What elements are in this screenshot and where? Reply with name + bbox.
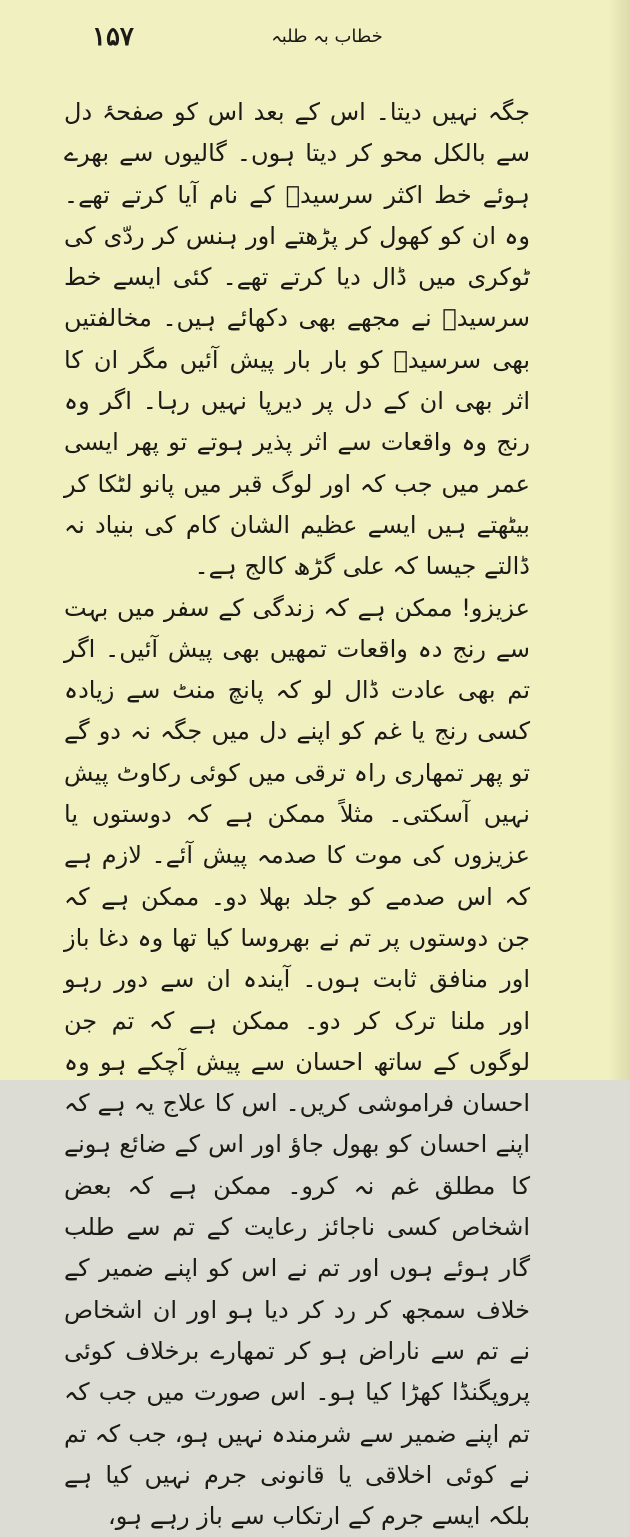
paragraph: جگہ نہیں دیتا۔ اس کے بعد اس کو صفحۂ دل سے بالکل محو کر دیتا ہوں۔ گالیوں سے بھرے ہوئے خط اکثر سرسیدؔ کے نام آیا کرتے تھے۔ وہ ان کو کھول کر پڑھتے اور ہنس کر ردّی کی ٹوکری میں ڈال دیا کرتے تھے۔ کئی ایسے خط سرسیدؔ نے مجھے بھی دکھائے ہیں۔ مخالفتیں بھی سرسیدؔ کو بار بار پیش آئیں مگر ان کا اثر بھی ان کے دل پر دیرپا نہیں رہا۔ اگر وہ رنج وہ واقعات سے اثر پذیر ہوتے تو پھر ایسی عمر میں جب کہ اور لوگ قبر میں پانو لٹکا کر بیٹھتے ہیں ایسے عظیم الشان کام کی بنیاد نہ ڈالتے جیسا کہ علی گڑھ کالج ہے۔ — [64, 98, 530, 581]
running-title: خطاب بہ طلبہ — [271, 26, 383, 47]
paragraph: عزیزو! ممکن ہے کہ زندگی کے سفر میں بہت سے رنج دہ واقعات تمھیں بھی پیش آئیں۔ اگر تم بھی عادت ڈال لو کہ پانچ منٹ سے زیادہ کسی رنج یا غم کو اپنے دل میں جگہ نہ دو گے تو پھر تمھاری راہ ترقی میں کوئی رکاوٹ پیش نہیں آسکتی۔ مثلاً ممکن ہے کہ دوستوں یا عزیزوں کی موت کا صدمہ پیش آئے۔ لازم ہے کہ اس صدمے کو جلد بھلا دو۔ ممکن ہے کہ جن دوستوں پر تم نے بھروسا کیا تھا وہ دغا باز اور منافق ثابت ہوں۔ آیندہ ان سے دور رہو اور ملنا ترک کر دو۔ ممکن ہے کہ تم جن لوگوں کے ساتھ احسان سے پیش آچکے ہو وہ احسان فراموشی کریں۔ اس کا علاج یہ ہے کہ اپنے احسان کو بھول جاؤ اور اس کے ضائع ہونے کا مطلق غم نہ کرو۔ ممکن ہے کہ بعض اشخاص کسی ناجائز رعایت کے تم سے طلب گار ہوئے ہوں اور تم نے اس کو اپنے ضمیر کے خلاف سمجھ کر رد کر دیا ہو اور ان اشخاص نے تم سے ناراض ہو کر تمھارے برخلاف کوئی پروپگنڈا کھڑا کیا ہو۔ اس صورت میں جب کہ تم اپنے ضمیر سے شرمندہ نہیں ہو، جب کہ تم نے کوئی اخلاقی یا قانونی جرم نہیں کیا ہے بلکہ ایسے جرم کے ارتکاب سے باز رہے ہو، — [64, 593, 530, 1531]
body-text — [64, 92, 530, 1537]
page-number: ۱۵۷ — [92, 22, 134, 52]
page-header — [84, 22, 570, 66]
